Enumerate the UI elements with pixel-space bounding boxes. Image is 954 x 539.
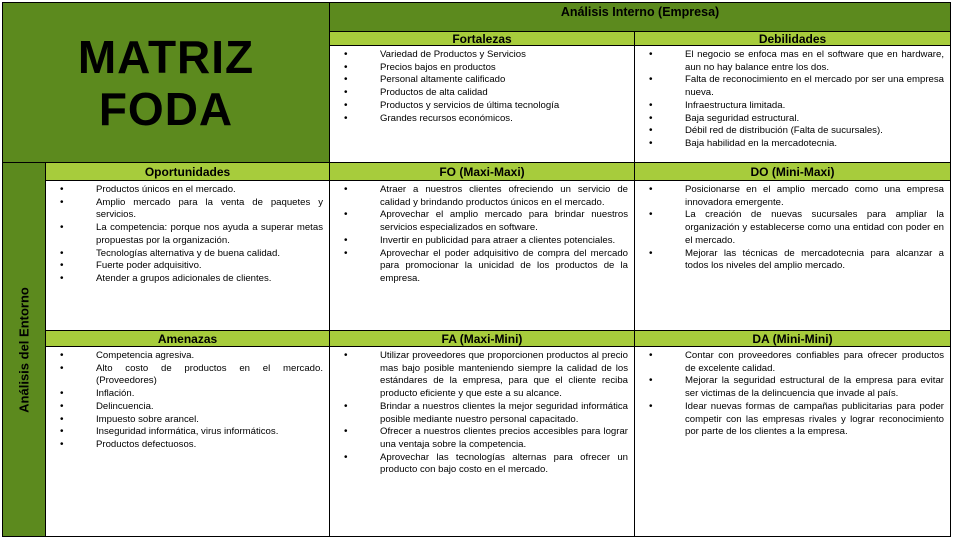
bullet-icon: • bbox=[60, 272, 64, 284]
bullet-icon: • bbox=[649, 400, 653, 412]
list-item bbox=[54, 260, 323, 273]
bullet-icon: • bbox=[649, 247, 653, 259]
bullet-icon: • bbox=[344, 209, 348, 221]
debilidades-cell bbox=[634, 45, 951, 163]
list-item bbox=[54, 222, 323, 247]
bullet-icon: • bbox=[60, 184, 64, 195]
list-item-text: Baja habilidad en la mercadotecnia. bbox=[685, 137, 838, 149]
bullet-icon: • bbox=[649, 184, 653, 195]
list-item bbox=[54, 363, 323, 388]
list-item-text: Variedad de Productos y Servicios bbox=[380, 49, 526, 60]
bullet-icon: • bbox=[60, 413, 64, 425]
list-item-text: Competencia agresiva. bbox=[96, 350, 195, 361]
list-item bbox=[643, 401, 944, 439]
bullet-icon: • bbox=[344, 350, 348, 361]
bullet-icon: • bbox=[60, 350, 64, 361]
amenazas-list bbox=[46, 347, 329, 452]
list-item bbox=[643, 100, 944, 113]
list-item bbox=[643, 248, 944, 273]
bullet-icon: • bbox=[344, 234, 348, 246]
bullet-icon: • bbox=[344, 400, 348, 412]
list-item-text: Delincuencia. bbox=[96, 400, 154, 412]
list-item-text: Inflación. bbox=[96, 388, 135, 400]
list-item bbox=[338, 113, 628, 126]
list-item bbox=[643, 209, 944, 247]
list-item-text: Grandes recursos económicos. bbox=[380, 112, 513, 124]
title-line-1: MATRIZ bbox=[77, 30, 255, 83]
list-item-text: Fuerte poder adquisitivo. bbox=[96, 260, 202, 272]
oportunidades-header: Oportunidades bbox=[45, 162, 330, 181]
list-item bbox=[54, 388, 323, 401]
list-item-text: Inseguridad informática, virus informáticos. bbox=[96, 426, 279, 438]
fortalezas-cell bbox=[329, 45, 635, 163]
list-item bbox=[54, 197, 323, 222]
do-cell bbox=[634, 180, 951, 331]
external-analysis-label-box bbox=[2, 162, 46, 537]
bullet-icon: • bbox=[649, 375, 653, 387]
do-list bbox=[635, 181, 950, 273]
list-item-text: Utilizar proveedores que proporcionen productos al precio mas bajo posible manteniendo siempre la calidad de los estándares de la empresa, para que el cliente reciba producto eficiente y que este a su alcance. bbox=[380, 350, 628, 400]
list-item-text: Ofrecer a nuestros clientes precios accesibles para lograr una ventaja sobre la competencia. bbox=[380, 426, 628, 450]
list-item-text: Aprovechar el poder adquisitivo de compra del mercado para promocionar la unicidad de los productos de la empresa. bbox=[380, 247, 628, 284]
da-header: DA (Mini-Mini) bbox=[634, 330, 951, 347]
fo-list bbox=[330, 181, 634, 286]
list-item-text: Precios bajos en productos bbox=[380, 61, 496, 73]
bullet-icon: • bbox=[649, 99, 653, 111]
list-item-text: Amplio mercado para la venta de paquetes y servicios. bbox=[96, 196, 323, 221]
bullet-icon: • bbox=[60, 426, 64, 438]
list-item-text: Falta de reconocimiento en el mercado por ser una empresa nueva. bbox=[685, 74, 944, 99]
internal-analysis-header: Análisis Interno (Empresa) bbox=[329, 2, 951, 32]
list-item bbox=[338, 401, 628, 426]
bullet-icon: • bbox=[344, 99, 348, 111]
bullet-icon: • bbox=[344, 451, 348, 463]
list-item-text: Posicionarse en el amplio mercado como una empresa innovadora emergente. bbox=[685, 184, 944, 208]
bullet-icon: • bbox=[60, 362, 64, 374]
list-item-text: Productos y servicios de última tecnología bbox=[380, 99, 560, 111]
list-item-text: Invertir en publicidad para atraer a clientes potenciales. bbox=[380, 234, 616, 246]
bullet-icon: • bbox=[649, 350, 653, 361]
list-item-text: La creación de nuevas sucursales para ampliar la organización y establecerse como una entidad con poder en el mercado. bbox=[685, 209, 944, 246]
fa-cell bbox=[329, 346, 635, 537]
list-item bbox=[643, 184, 944, 209]
list-item-text: Aprovechar el amplio mercado para brindar nuestros servicios especializados en software. bbox=[380, 209, 628, 234]
list-item bbox=[338, 235, 628, 248]
matrix-title-box bbox=[2, 2, 330, 163]
oportunidades-list bbox=[46, 181, 329, 286]
list-item bbox=[338, 49, 628, 62]
bullet-icon: • bbox=[649, 209, 653, 221]
list-item bbox=[338, 87, 628, 100]
list-item-text: Idear nuevas formas de campañas publicitarias para poder competir con las empresas rivales y lograr reconocimiento por parte de los clientes a la empresa. bbox=[685, 400, 944, 438]
bullet-icon: • bbox=[60, 260, 64, 272]
list-item-text: Atender a grupos adicionales de clientes. bbox=[96, 272, 272, 284]
list-item bbox=[54, 248, 323, 261]
list-item bbox=[338, 184, 628, 209]
list-item-text: Mejorar las técnicas de mercadotecnia para alcanzar a todos los niveles del amplio mercado. bbox=[685, 247, 944, 272]
list-item-text: Contar con proveedores confiables para ofrecer productos de excelente calidad. bbox=[685, 350, 944, 374]
list-item bbox=[338, 426, 628, 451]
bullet-icon: • bbox=[344, 426, 348, 438]
bullet-icon: • bbox=[344, 112, 348, 124]
fortalezas-list bbox=[330, 46, 634, 125]
bullet-icon: • bbox=[344, 247, 348, 259]
fa-list bbox=[330, 347, 634, 477]
list-item-text: Baja seguridad estructural. bbox=[685, 112, 800, 124]
fortalezas-header: Fortalezas bbox=[329, 31, 635, 46]
list-item bbox=[643, 138, 944, 151]
bullet-icon: • bbox=[649, 112, 653, 124]
list-item bbox=[338, 74, 628, 87]
bullet-icon: • bbox=[60, 400, 64, 412]
list-item-text: Brindar a nuestros clientes la mejor seguridad informática posible mediante nuestro personal capacitado. bbox=[380, 400, 628, 425]
list-item-text: Impuesto sobre arancel. bbox=[96, 413, 199, 425]
list-item-text: Aprovechar las tecnologías alternas para ofrecer un producto con bajo costo en el mercado. bbox=[380, 451, 628, 476]
list-item bbox=[338, 209, 628, 234]
bullet-icon: • bbox=[60, 196, 64, 208]
oportunidades-cell bbox=[45, 180, 330, 331]
debilidades-list bbox=[635, 46, 950, 151]
list-item-text: Productos únicos en el mercado. bbox=[96, 184, 236, 195]
amenazas-header: Amenazas bbox=[45, 330, 330, 347]
list-item bbox=[643, 49, 944, 74]
bullet-icon: • bbox=[344, 74, 348, 86]
list-item-text: Alto costo de productos en el mercado. (Proveedores) bbox=[96, 362, 323, 387]
list-item-text: Productos defectuosos. bbox=[96, 438, 197, 450]
list-item-text: Infraestructura limitada. bbox=[685, 99, 786, 111]
title-line-2: FODA bbox=[98, 82, 234, 135]
list-item-text: Productos de alta calidad bbox=[380, 87, 488, 99]
bullet-icon: • bbox=[344, 87, 348, 99]
bullet-icon: • bbox=[649, 137, 653, 149]
bullet-icon: • bbox=[649, 125, 653, 137]
list-item-text: Atraer a nuestros clientes ofreciendo un servicio de calidad y brindando productos únicos en el mercado. bbox=[380, 184, 628, 208]
list-item bbox=[54, 426, 323, 439]
list-item bbox=[54, 439, 323, 452]
list-item-text: Personal altamente calificado bbox=[380, 74, 506, 86]
list-item bbox=[338, 350, 628, 401]
bullet-icon: • bbox=[344, 184, 348, 195]
bullet-icon: • bbox=[60, 388, 64, 400]
da-list bbox=[635, 347, 950, 439]
list-item bbox=[643, 350, 944, 375]
list-item bbox=[643, 113, 944, 126]
bullet-icon: • bbox=[649, 74, 653, 86]
da-cell bbox=[634, 346, 951, 537]
list-item bbox=[643, 125, 944, 138]
list-item-text: Mejorar la seguridad estructural de la empresa para evitar ser victimas de la delincuencia que invade al país. bbox=[685, 375, 944, 400]
list-item-text: La competencia: porque nos ayuda a superar metas propuestas por la organización. bbox=[96, 222, 323, 246]
fo-header: FO (Maxi-Maxi) bbox=[329, 162, 635, 181]
list-item bbox=[338, 248, 628, 286]
bullet-icon: • bbox=[649, 49, 653, 60]
list-item bbox=[54, 401, 323, 414]
list-item-text: El negocio se enfoca mas en el software que en hardware, aun no hay balance entre los dos. bbox=[685, 49, 944, 73]
bullet-icon: • bbox=[344, 61, 348, 73]
list-item bbox=[338, 62, 628, 75]
list-item bbox=[643, 375, 944, 400]
fa-header: FA (Maxi-Mini) bbox=[329, 330, 635, 347]
list-item bbox=[338, 452, 628, 477]
bullet-icon: • bbox=[60, 222, 64, 234]
fo-cell bbox=[329, 180, 635, 331]
list-item bbox=[54, 414, 323, 427]
bullet-icon: • bbox=[344, 49, 348, 60]
list-item bbox=[54, 273, 323, 286]
list-item-text: Tecnologías alternativa y de buena calidad. bbox=[96, 247, 281, 259]
amenazas-cell bbox=[45, 346, 330, 537]
external-analysis-label: Análisis del Entorno bbox=[16, 286, 32, 413]
bullet-icon: • bbox=[60, 247, 64, 259]
do-header: DO (Mini-Maxi) bbox=[634, 162, 951, 181]
list-item-text: Débil red de distribución (Falta de sucursales). bbox=[685, 125, 883, 137]
bullet-icon: • bbox=[60, 438, 64, 450]
list-item bbox=[338, 100, 628, 113]
list-item bbox=[54, 350, 323, 363]
list-item bbox=[54, 184, 323, 197]
list-item bbox=[643, 74, 944, 99]
debilidades-header: Debilidades bbox=[634, 31, 951, 46]
